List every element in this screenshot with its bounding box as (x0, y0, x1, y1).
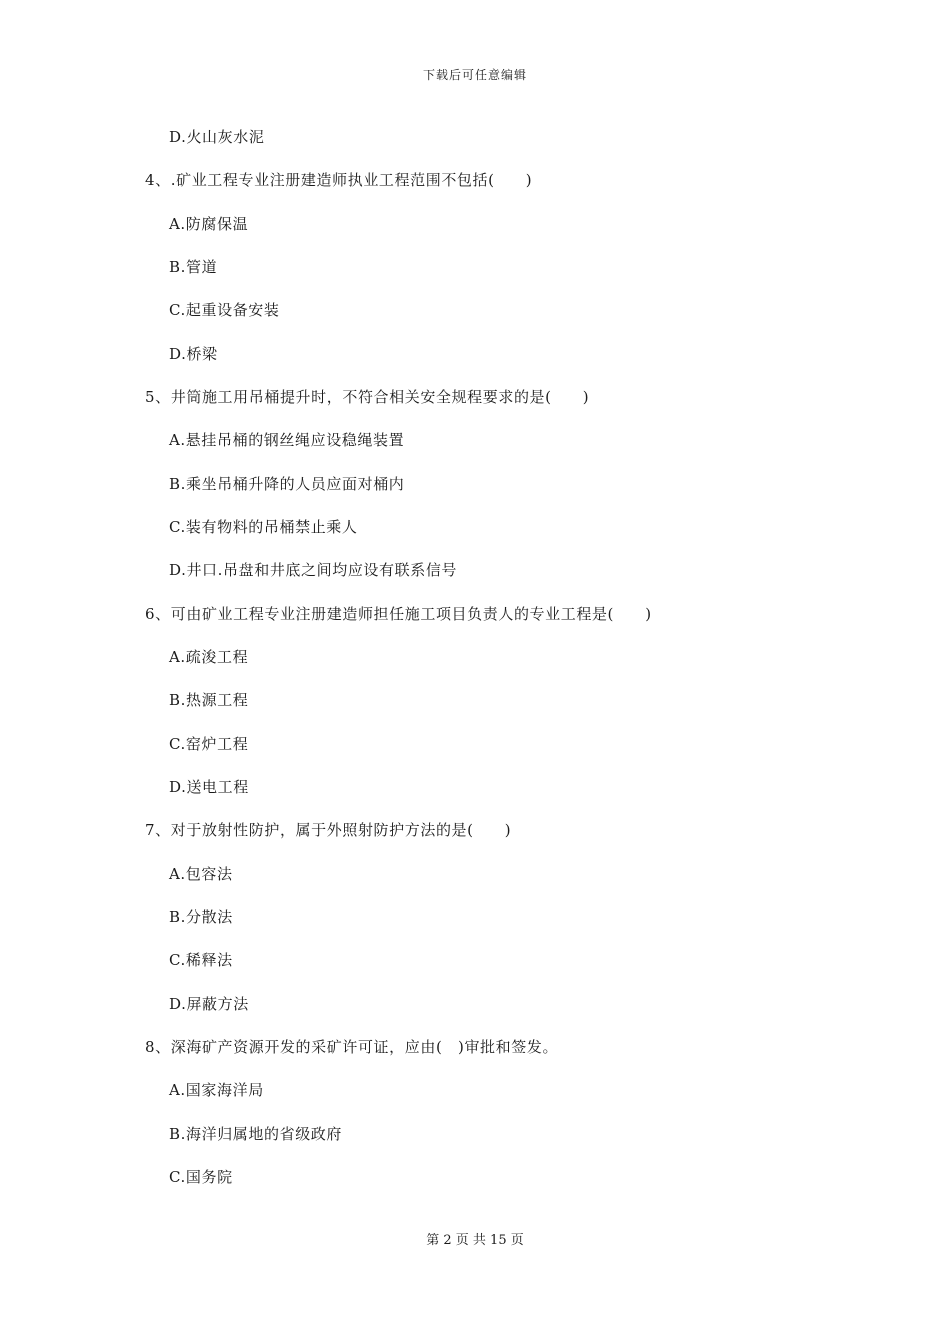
option-line: A.国家海洋局 (169, 1081, 264, 1099)
option-line: A.防腐保温 (169, 215, 249, 233)
option-line: D.井口.吊盘和井底之间均应设有联系信号 (169, 561, 458, 579)
question-line: 5、井筒施工用吊桶提升时，不符合相关安全规程要求的是( ) (145, 388, 590, 406)
question-line: 8、深海矿产资源开发的采矿许可证，应由( )审批和签发。 (145, 1038, 559, 1056)
option-line: C.稀释法 (169, 951, 233, 969)
page-header: 下载后可任意编辑 (422, 68, 527, 82)
option-line: C.装有物料的吊桶禁止乘人 (169, 518, 358, 536)
option-line: A.悬挂吊桶的钢丝绳应设稳绳装置 (169, 431, 405, 449)
option-line: C.国务院 (169, 1168, 233, 1186)
option-line: B.分散法 (169, 908, 233, 926)
page-footer: 第 2 页 共 15 页 (426, 1233, 524, 1248)
option-line: B.海洋归属地的省级政府 (169, 1125, 342, 1143)
question-line: 7、对于放射性防护，属于外照射防护方法的是( ) (145, 821, 512, 839)
question-line: 6、可由矿业工程专业注册建造师担任施工项目负责人的专业工程是( ) (145, 605, 652, 623)
option-line: C.窑炉工程 (169, 735, 249, 753)
question-line: 4、.矿业工程专业注册建造师执业工程范围不包括( ) (145, 171, 533, 189)
option-line: A.疏浚工程 (169, 648, 249, 666)
option-line: C.起重设备安装 (169, 301, 280, 319)
option-line: A.包容法 (169, 865, 233, 883)
option-line: B.热源工程 (169, 691, 249, 709)
option-line: D.屏蔽方法 (169, 995, 249, 1013)
option-line: D.送电工程 (169, 778, 249, 796)
option-line: D.火山灰水泥 (169, 128, 265, 146)
option-line: D.桥梁 (169, 345, 218, 363)
option-line: B.管道 (169, 258, 218, 276)
option-line: B.乘坐吊桶升降的人员应面对桶内 (169, 475, 405, 493)
